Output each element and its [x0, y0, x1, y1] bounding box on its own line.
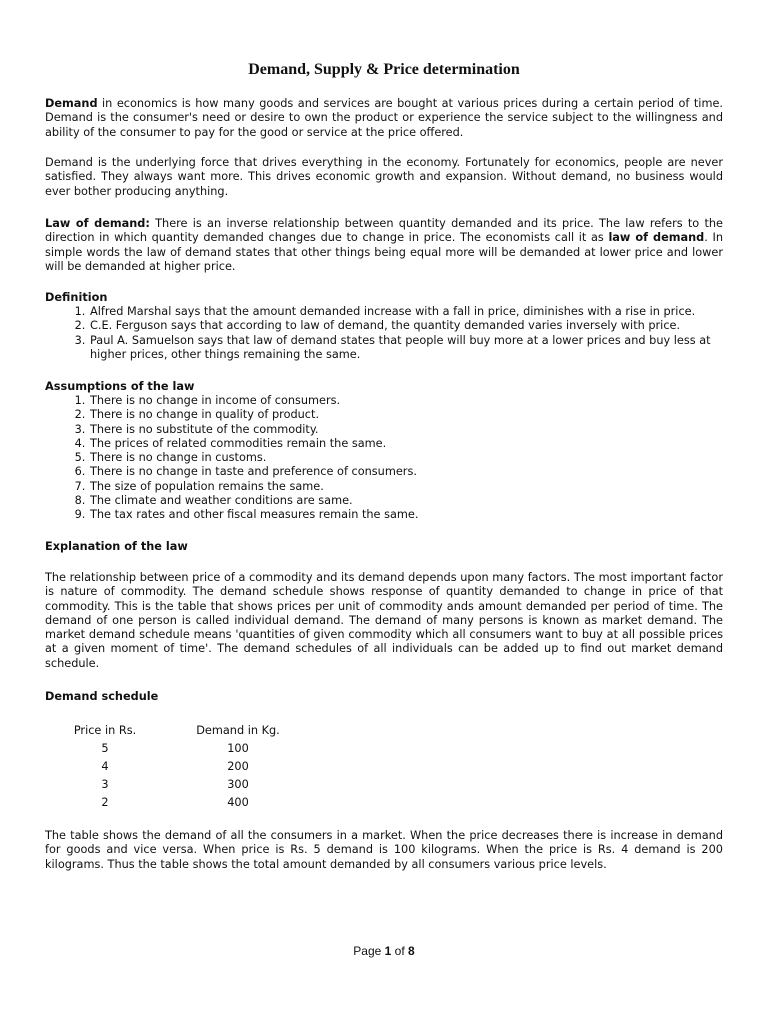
law-label: Law of demand: — [45, 217, 150, 230]
list-item: 2. C.E. Ferguson says that according to law of demand, the quantity demanded varies inversely with price. — [89, 319, 723, 333]
page-of: of — [391, 944, 409, 958]
price-cell: 5 — [101, 742, 109, 755]
list-item: 3. Paul A. Samuelson says that law of demand states that people will buy more at a lower prices and buy less at higher prices, other things remaining the same. — [89, 334, 723, 363]
law-bold-term: law of demand — [608, 231, 705, 245]
explanation-heading: Explanation of the law — [45, 540, 188, 553]
column-header-price: Price in Rs. — [73, 724, 137, 737]
table-row — [45, 796, 345, 814]
page-number — [0, 944, 768, 958]
intro-paragraph — [45, 97, 723, 140]
intro-text: in economics is how many goods and services are bought at various prices during a certain period of time. Demand is the consumer's need or desire to own the product or experience the service subject to the willingness and ability of the consumer to pay for the good or service at the price offered. — [45, 97, 723, 139]
page-title: Demand, Supply & Price determination — [248, 61, 520, 78]
table-row — [45, 778, 345, 796]
schedule-heading: Demand schedule — [45, 690, 159, 703]
page-current: 1 — [384, 944, 392, 958]
list-item: 7. The size of population remains the same. — [89, 480, 723, 494]
page-total: 8 — [408, 944, 415, 958]
demand-cell: 200 — [227, 760, 249, 773]
intro-term: Demand — [45, 97, 98, 110]
law-text-1: There is an inverse relationship between quantity demanded and its price. The law refers to the direction in which quantity demanded changes due to change in price. The economists call it as — [45, 217, 723, 245]
list-item: 1. Alfred Marshal says that the amount demanded increase with a fall in price, diminishes with a rise in price. — [89, 305, 723, 319]
demand-cell: 300 — [227, 778, 249, 791]
list-item: 9. The tax rates and other fiscal measures remain the same. — [89, 508, 723, 522]
explanation-paragraph: The relationship between price of a commodity and its demand depends upon many factors. The most important factor is nature of commodity. The demand schedule shows response of quantity demanded to change in price of that commodity. This is the table that shows prices per unit of commodity ands amount demanded per period of time. The demand of one person is called individual demand. The demand of many persons is known as market demand. The market demand schedule means 'quantities of given commodity which all consumers want to buy at all possible prices at a given moment of time'. The demand schedules of all individuals can be added up to find out market demand schedule. — [45, 571, 723, 670]
demand-cell: 100 — [227, 742, 249, 755]
page-prefix: Page — [353, 944, 385, 958]
table-row — [45, 760, 345, 778]
table-header-row — [45, 724, 345, 742]
assumptions-list — [45, 394, 723, 523]
column-header-demand: Demand in Kg. — [196, 724, 280, 737]
paragraph-2: Demand is the underlying force that drives everything in the economy. Fortunately for economics, people are never satisfied. They always want more. This drives economic growth and expansion. Without demand, no business would ever bother producing anything. — [45, 156, 723, 198]
definition-list — [45, 305, 723, 362]
table-row — [45, 742, 345, 760]
price-cell: 2 — [101, 796, 109, 809]
definition-heading: Definition — [45, 291, 108, 304]
price-cell: 4 — [101, 760, 109, 773]
law-paragraph — [45, 217, 723, 274]
list-item: 3. There is no substitute of the commodity. — [89, 423, 723, 437]
list-item: 2. There is no change in quality of product. — [89, 408, 723, 422]
conclusion-paragraph: The table shows the demand of all the consumers in a market. When the price decreases there is increase in demand for goods and vice versa. When price is Rs. 5 demand is 100 kilograms. When the price is Rs. 4 demand is 200 kilograms. Thus the table shows the total amount demanded by all consumers various price levels. — [45, 829, 723, 871]
list-item: 6. There is no change in taste and preference of consumers. — [89, 465, 723, 479]
law-text-2: . In simple words the law of demand states that other things being equal more will be demanded at lower price and lower will be demanded at higher price. — [45, 231, 723, 273]
list-item: 1. There is no change in income of consumers. — [89, 394, 723, 408]
list-item: 8. The climate and weather conditions are same. — [89, 494, 723, 508]
list-item: 4. The prices of related commodities remain the same. — [89, 437, 723, 451]
price-cell: 3 — [101, 778, 109, 791]
demand-cell: 400 — [227, 796, 249, 809]
list-item: 5. There is no change in customs. — [89, 451, 723, 465]
assumptions-heading: Assumptions of the law — [45, 380, 195, 393]
